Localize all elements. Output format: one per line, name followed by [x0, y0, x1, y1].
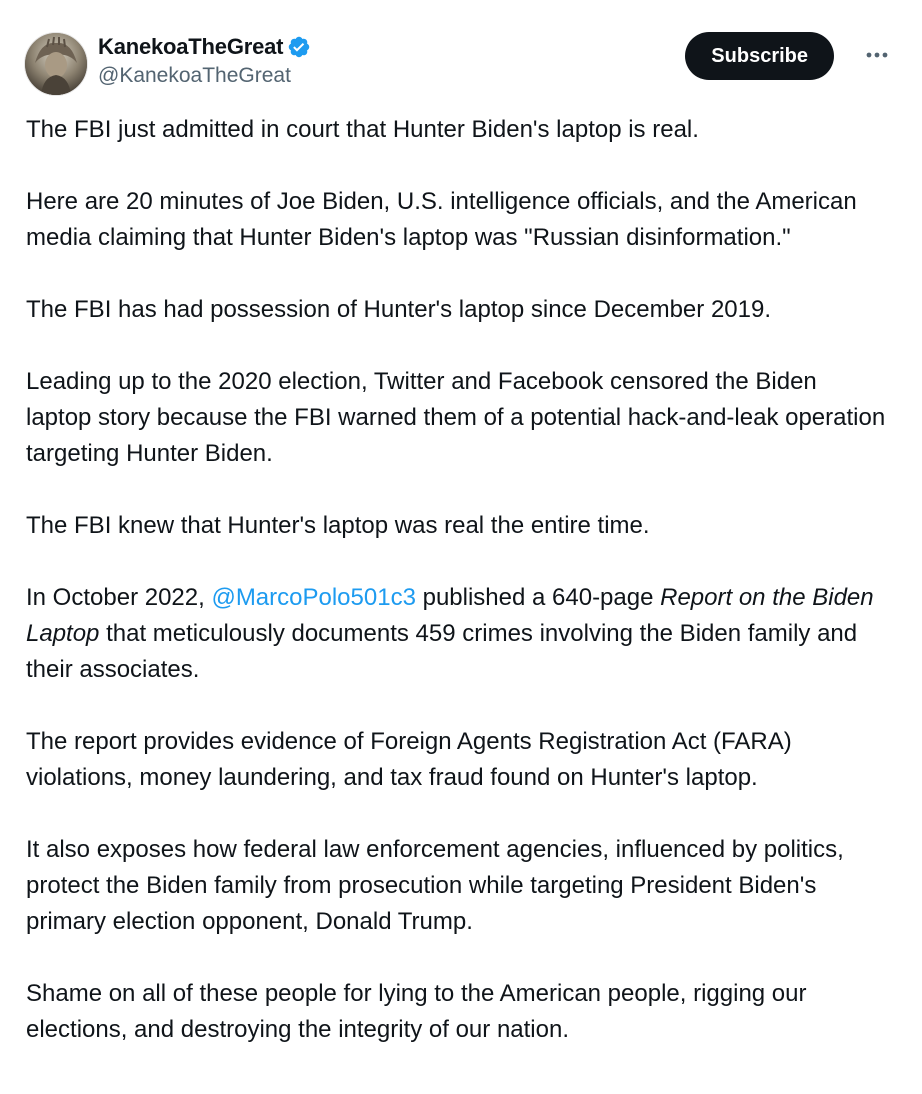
tweet-paragraph-1: The FBI just admitted in court that Hunter Biden's laptop is real. — [26, 116, 699, 143]
author-names — [98, 32, 311, 88]
tweet-paragraph-8: It also exposes how federal law enforcement agencies, influenced by politics, protect the Biden family from prosecution while targeting President Biden's primary election opponent, Donald Trump. — [26, 836, 844, 935]
avatar[interactable] — [24, 32, 88, 96]
mention-link[interactable]: @MarcoPolo501c3 — [211, 584, 416, 611]
verified-badge-icon — [287, 35, 311, 59]
tweet-paragraph-4: Leading up to the 2020 election, Twitter and Facebook censored the Biden laptop story because the FBI warned them of a potential hack-and-leak operation targeting Hunter Biden. — [26, 368, 886, 467]
tweet-paragraph-7: The report provides evidence of Foreign Agents Registration Act (FARA) violations, money laundering, and tax fraud found on Hunter's laptop. — [26, 728, 792, 791]
paragraph-6-middle: published a 640-page — [415, 584, 661, 611]
paragraph-6-after: that meticulously documents 459 crimes involving the Biden family and their associates. — [26, 620, 858, 683]
tweet-paragraph-2: Here are 20 minutes of Joe Biden, U.S. intelligence officials, and the American media claiming that Hunter Biden's laptop was "Russian disinformation." — [26, 188, 857, 251]
report-title: Report on the Biden Laptop — [26, 584, 874, 647]
author-display-name[interactable]: KanekoaTheGreat — [98, 34, 284, 59]
tweet-paragraph-9: Shame on all of these people for lying to the American people, rigging our elections, and destroying the integrity of our nation. — [26, 980, 807, 1043]
tweet-paragraph-5: The FBI knew that Hunter's laptop was real the entire time. — [26, 512, 650, 539]
tweet-paragraph-3: The FBI has had possession of Hunter's laptop since December 2019. — [26, 296, 771, 323]
tweet-text — [26, 112, 886, 1084]
avatar-image — [25, 33, 87, 95]
paragraph-6-before: In October 2022, — [26, 584, 212, 611]
author-handle[interactable]: @KanekoaTheGreat — [98, 64, 291, 87]
tweet-header — [24, 28, 898, 96]
more-options-icon[interactable] — [860, 38, 894, 72]
subscribe-button[interactable]: Subscribe — [685, 32, 834, 80]
display-name-row — [98, 32, 311, 62]
tweet-paragraph-6 — [26, 580, 886, 688]
